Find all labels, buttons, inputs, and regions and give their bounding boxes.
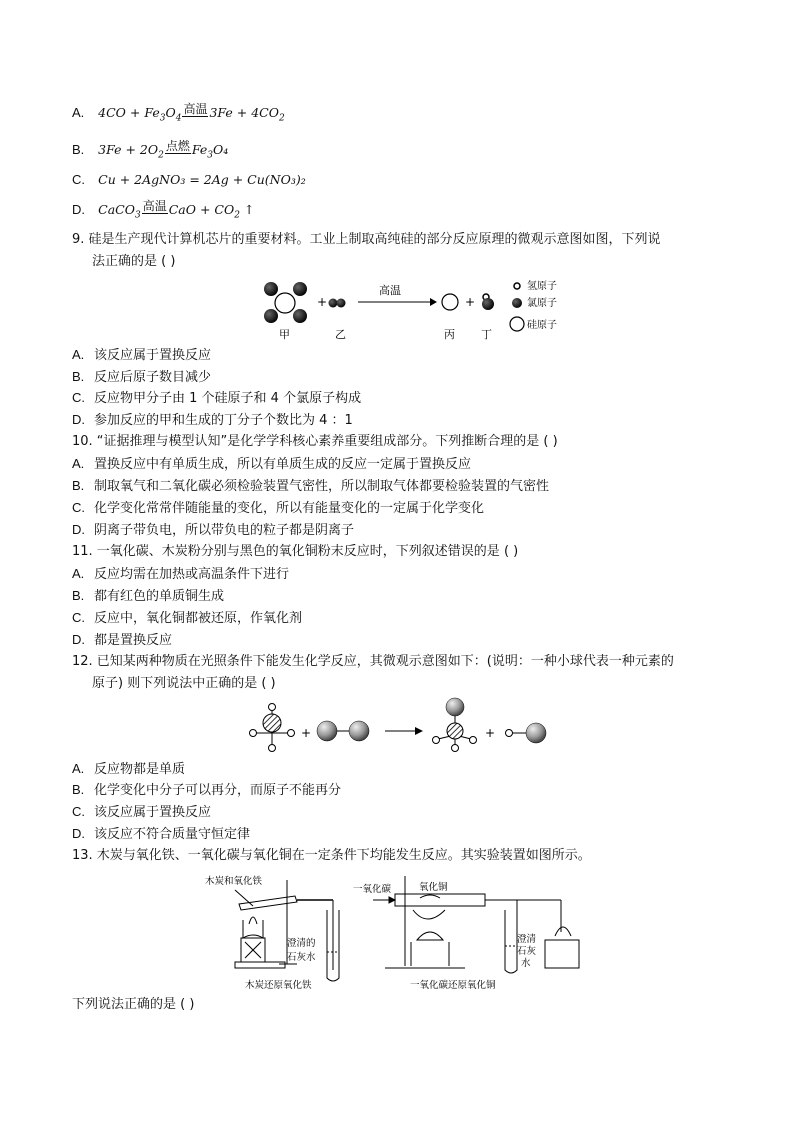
reactant-molecule-2 xyxy=(317,721,369,741)
legend-hydrogen: 氢原子 xyxy=(527,281,557,292)
question-13-apparatus-figure xyxy=(205,870,585,995)
molecule-bing xyxy=(442,294,458,310)
q10-option-a: A. 置换反应中有单质生成，所以有单质生成的反应一定属于置换反应 xyxy=(72,456,472,472)
label-limewater-left-2: 石灰水 xyxy=(287,952,316,963)
question-9-stem: 9. 硅是生产现代计算机芯片的重要材料。工业上制取高纯硅的部分反应原理的微观示意图如图，下列说 xyxy=(72,232,661,247)
question-11-stem: 11. 一氧化碳、木炭粉分别与黑色的氧化铜粉末反应时，下列叙述错误的是 ( ) xyxy=(72,544,519,559)
question-12-diagram xyxy=(245,697,555,753)
q12-option-a: A. 反应物都是单质 xyxy=(72,761,186,777)
question-12-stem: 12. 已知某两种物质在光照条件下能发生化学反应，其微观示意图如下：(说明：一种小球代表一种元素的 xyxy=(72,654,674,669)
label-bing: 丙 xyxy=(444,328,455,341)
q9-option-c: C. 反应物甲分子由 1 个硅原子和 4 个氯原子构成 xyxy=(72,390,362,406)
caption-right: 一氧化碳还原氧化铜 xyxy=(410,980,496,991)
molecule-jia xyxy=(264,282,307,323)
legend-silicon: 硅原子 xyxy=(527,320,557,331)
left-apparatus xyxy=(205,875,339,991)
option-label: D. xyxy=(72,202,85,217)
question-13-stem: 13. 木炭与氧化铁、一氧化碳与氧化铜在一定条件下均能发生反应。其实验装置如图所示。 xyxy=(72,848,591,863)
question-9-stem-cont: 法正确的是 ( ) xyxy=(92,254,176,269)
option-b-equation xyxy=(72,141,228,165)
equation: Cu + 2AgNO₃ = 2Ag + Cu(NO₃)₂ xyxy=(98,172,306,187)
caption-left: 木炭还原氧化铁 xyxy=(245,980,312,991)
q11-option-c: C. 反应中，氧化铜都被还原，作氧化剂 xyxy=(72,610,303,626)
equation: $4CO + Fe_3O_4$高温 $3Fe + 4CO_2$ xyxy=(98,102,285,124)
question-13-prompt: 下列说法正确的是 ( ) xyxy=(72,997,195,1012)
q9-option-b: B. 反应后原子数目减少 xyxy=(72,369,212,385)
q10-option-b: B. 制取氧气和二氧化碳必须检验装置气密性，所以制取气体都要检验装置的气密性 xyxy=(72,478,550,494)
reactant-molecule-1 xyxy=(250,704,295,752)
q12-option-d: D. 该反应不符合质量守恒定律 xyxy=(72,826,251,842)
molecule-ding xyxy=(482,294,494,310)
label-copper-oxide: 氧化铜 xyxy=(419,882,448,893)
svg-text:+: + xyxy=(301,726,312,740)
equation: CaCO$_3$高温 CaO + $CO_2$ ↑ xyxy=(98,199,255,221)
reaction-condition: 点燃 xyxy=(165,139,190,153)
option-a-equation xyxy=(72,104,285,128)
legend xyxy=(510,279,557,331)
equation: $3Fe + 2O_2$点燃 $Fe_3O_4$ xyxy=(98,139,229,161)
label-limewater-right-3: 水 xyxy=(521,958,531,969)
q10-option-d: D. 阴离子带负电，所以带负电的粒子都是阴离子 xyxy=(72,522,355,538)
q11-option-b: B. 都有红色的单质铜生成 xyxy=(72,588,225,604)
label-jia: 甲 xyxy=(279,328,290,341)
product-molecule-2 xyxy=(506,723,547,743)
q9-option-d: D. 参加反应的甲和生成的丁分子个数比为 4 ：1 xyxy=(72,412,353,428)
option-label: C. xyxy=(72,172,85,187)
molecule-yi xyxy=(329,299,346,308)
q11-option-d: D. 都是置换反应 xyxy=(72,632,173,648)
reaction-condition: 高温 xyxy=(142,199,167,213)
reaction-condition: 高温 xyxy=(183,102,208,116)
option-d-equation xyxy=(72,201,254,225)
q11-option-a: A. 反应均需在加热或高温条件下进行 xyxy=(72,566,290,582)
right-apparatus xyxy=(353,876,579,991)
q9-option-a: A. 该反应属于置换反应 xyxy=(72,347,212,363)
q10-option-c: C. 化学变化常常伴随能量的变化，所以有能量变化的一定属于化学变化 xyxy=(72,500,485,516)
question-9-diagram xyxy=(255,276,575,342)
label-carbon-monoxide: 一氧化碳 xyxy=(353,884,392,895)
label-ding: 丁 xyxy=(481,328,492,341)
option-label: A. xyxy=(72,105,85,120)
option-c-equation xyxy=(72,171,306,190)
svg-text:+: + xyxy=(465,295,476,309)
q12-option-c: C. 该反应属于置换反应 xyxy=(72,804,212,820)
label-charcoal-iron-oxide: 木炭和氧化铁 xyxy=(205,876,263,887)
label-limewater-right-2: 石灰 xyxy=(517,946,537,957)
svg-text:+: + xyxy=(485,726,496,740)
legend-chlorine: 氯原子 xyxy=(527,298,557,309)
question-12-stem-cont: 原子) 则下列说法中正确的是 ( ) xyxy=(92,676,276,691)
svg-text:+: + xyxy=(317,295,328,309)
arrow-label: 高温 xyxy=(379,284,401,297)
label-limewater-left-1: 澄清的 xyxy=(287,938,316,949)
label-yi: 乙 xyxy=(335,328,346,341)
question-10-stem: 10. “证据推理与模型认知”是化学学科核心素养重要组成部分。下列推断合理的是 ( ) xyxy=(72,434,558,449)
option-label: B. xyxy=(72,142,85,157)
product-molecule-1 xyxy=(433,698,477,752)
label-limewater-right-1: 澄清 xyxy=(517,934,537,945)
q12-option-b: B. 化学变化中分子可以再分，而原子不能再分 xyxy=(72,782,342,798)
